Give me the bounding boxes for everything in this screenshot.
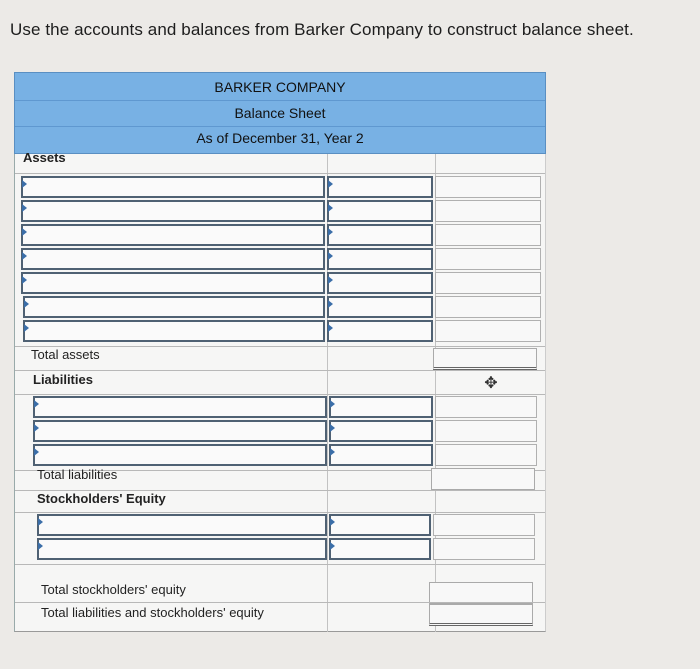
asset-amount-input[interactable] [327,272,433,294]
asset-amount-input[interactable] [327,176,433,198]
asset-account-input[interactable] [23,320,325,342]
asset-amount-input[interactable] [327,224,433,246]
asset-account-input[interactable] [21,248,325,270]
statement-date: As of December 31, Year 2 [196,130,364,146]
total-assets-label: Total assets [31,347,100,362]
balance-sheet [14,72,546,632]
equity-amount-input[interactable] [329,514,431,536]
asset-amount-input[interactable] [327,296,433,318]
equity-row [37,538,535,560]
total-liabilities-equity-label: Total liabilities and stockholders' equity [41,605,264,620]
liability-total-cell [435,444,537,466]
asset-row [23,296,541,318]
total-liabilities-amount[interactable] [431,468,535,490]
assets-heading: Assets [23,150,66,165]
asset-total-cell [435,224,541,246]
liability-row [33,444,537,466]
asset-account-input[interactable] [23,296,325,318]
asset-row [23,320,541,342]
asset-row [21,224,541,246]
asset-total-cell [435,200,541,222]
total-liabilities-label: Total liabilities [37,467,118,482]
liability-total-cell [435,420,537,442]
equity-account-input[interactable] [37,538,327,560]
asset-amount-input[interactable] [327,320,433,342]
asset-account-input[interactable] [21,200,325,222]
equity-total-cell [433,538,535,560]
liability-row [33,396,537,418]
instruction-text: Use the accounts and balances from Barker Company to construct balance sheet. [10,20,634,39]
asset-account-input[interactable] [21,176,325,198]
liability-amount-input[interactable] [329,420,433,442]
asset-account-input[interactable] [21,224,325,246]
asset-row [21,176,541,198]
equity-total-cell [433,514,535,536]
liability-account-input[interactable] [33,396,327,418]
equity-row [37,514,535,536]
liability-row [33,420,537,442]
liability-amount-input[interactable] [329,444,433,466]
asset-total-cell [435,248,541,270]
asset-account-input[interactable] [21,272,325,294]
asset-row [21,248,541,270]
asset-total-cell [435,320,541,342]
company-name: BARKER COMPANY [214,79,346,95]
sheet-header [14,72,546,154]
equity-heading: Stockholders' Equity [37,491,166,506]
asset-row [21,272,541,294]
total-liabilities-equity-amount[interactable] [429,604,533,626]
asset-amount-input[interactable] [327,248,433,270]
equity-account-input[interactable] [37,514,327,536]
asset-total-cell [435,272,541,294]
asset-total-cell [435,176,541,198]
liability-account-input[interactable] [33,444,327,466]
liabilities-heading: Liabilities [33,372,93,387]
liability-amount-input[interactable] [329,396,433,418]
asset-amount-input[interactable] [327,200,433,222]
asset-total-cell [435,296,541,318]
total-equity-amount[interactable] [429,582,533,604]
equity-amount-input[interactable] [329,538,431,560]
total-assets-amount[interactable] [433,348,537,370]
liability-account-input[interactable] [33,420,327,442]
liability-total-cell [435,396,537,418]
move-cursor-icon: ✥ [484,375,498,392]
statement-title: Balance Sheet [234,105,326,121]
sheet-body [14,150,546,632]
asset-row [21,200,541,222]
total-equity-label: Total stockholders' equity [41,582,186,597]
